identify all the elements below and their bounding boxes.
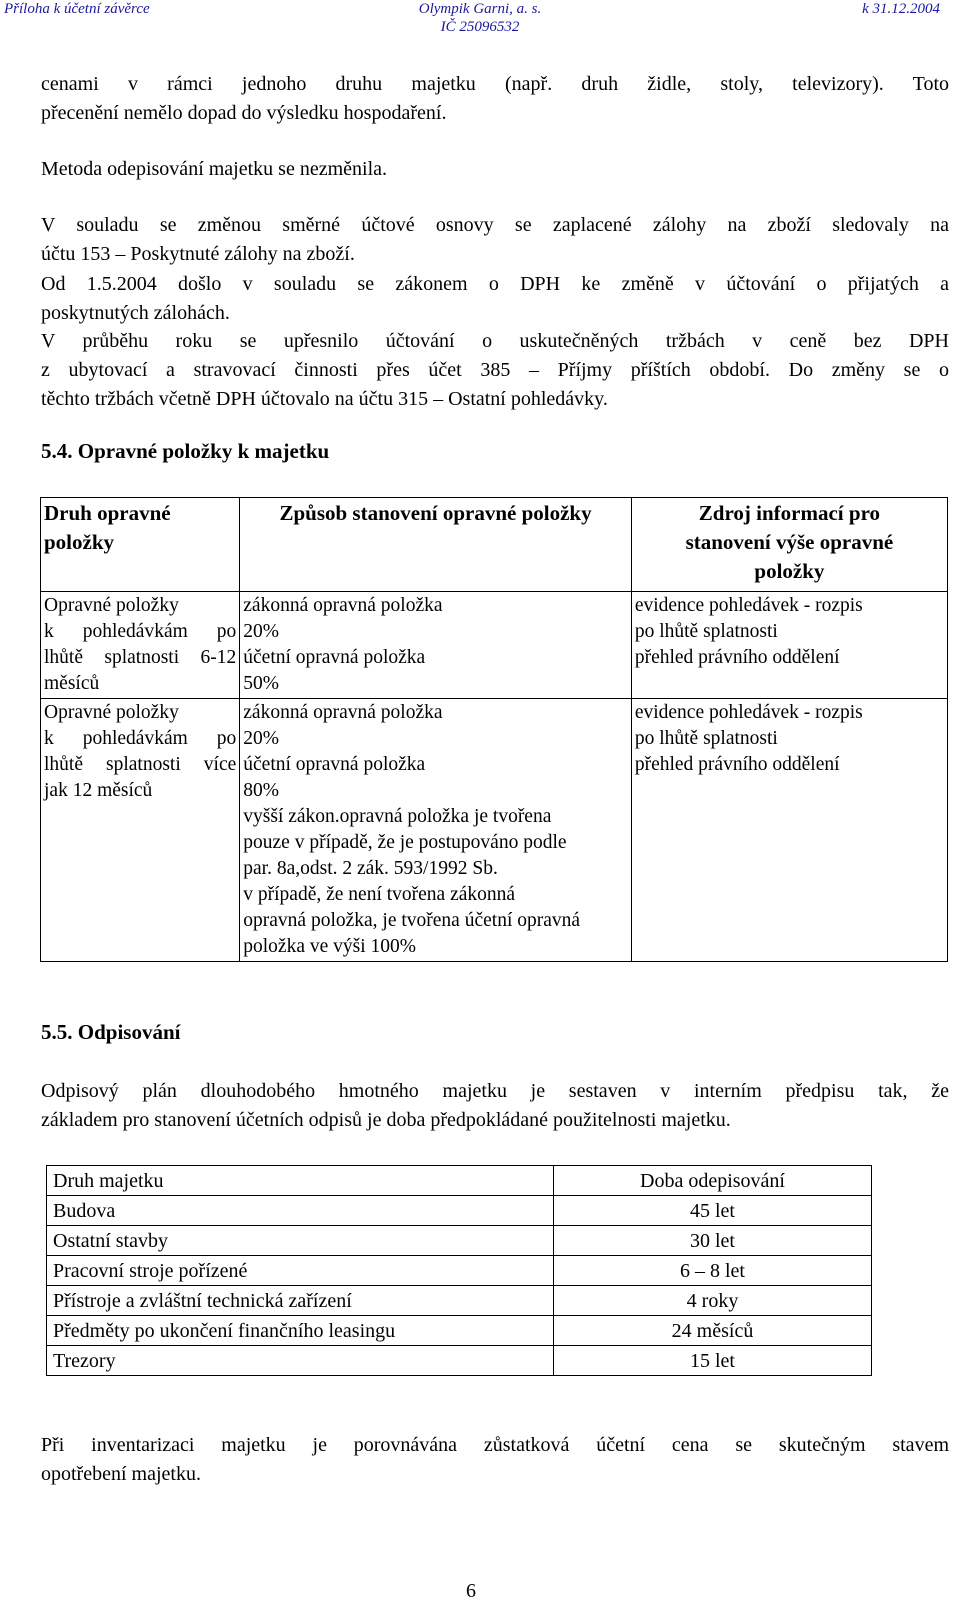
cell-asset-type: Ostatní stavby xyxy=(47,1226,554,1256)
cell-period: 24 měsíců xyxy=(554,1316,872,1346)
column-header-period: Doba odepisování xyxy=(554,1166,872,1196)
cell-line: po lhůtě splatnosti xyxy=(634,621,778,642)
cell-line: položka ve výši 100% xyxy=(243,936,417,957)
table-row xyxy=(41,699,948,962)
paragraph-line: poskytnutých zálohách. xyxy=(41,302,230,324)
paragraph-line: přecenění nemělo dopad do výsledku hospodaření. xyxy=(41,102,447,124)
page-number: 6 xyxy=(466,1580,476,1602)
cell-line: evidence pohledávek - rozpis xyxy=(634,702,863,723)
table-header-row xyxy=(41,498,948,592)
paragraph-line: V souladu se změnou směrné účtové osnovy se zaplacené zálohy na zboží sledovaly na xyxy=(41,214,949,236)
section-heading-5-4: 5.4. Opravné položky k majetku xyxy=(41,439,330,463)
cell-asset-type: Pracovní stroje pořízené xyxy=(47,1256,554,1286)
cell-method xyxy=(240,592,632,699)
column-header-asset-type: Druh majetku xyxy=(47,1166,554,1196)
column-header-type xyxy=(41,498,240,592)
paragraph-line: účtu 153 – Poskytnuté zálohy na zboží. xyxy=(41,243,355,265)
cell-asset-type: Přístroje a zvláštní technická zařízení xyxy=(47,1286,554,1316)
cell-method xyxy=(240,699,632,962)
cell-line: přehled právního oddělení xyxy=(634,754,840,775)
header-line: položky xyxy=(44,530,115,554)
cell-line: lhůtě splatnosti 6-12 xyxy=(44,647,237,668)
cell-source xyxy=(631,592,947,699)
header-left: Příloha k účetní závěrce xyxy=(4,1,150,17)
paragraph-advances xyxy=(41,211,949,269)
column-header-method xyxy=(240,498,632,592)
cell-asset-type: Budova xyxy=(47,1196,554,1226)
cell-line: měsíců xyxy=(44,673,100,694)
header-right: k 31.12.2004 xyxy=(862,1,940,17)
paragraph-vat xyxy=(41,270,949,328)
cell-line: lhůtě splatnosti více xyxy=(44,754,237,775)
paragraph-depreciation-plan xyxy=(41,1077,949,1135)
cell-line: k pohledávkám po xyxy=(44,621,237,642)
table-row xyxy=(47,1286,872,1316)
table-row xyxy=(47,1256,872,1286)
header-center xyxy=(330,0,630,36)
cell-period: 6 – 8 let xyxy=(554,1256,872,1286)
header-line: Druh opravné xyxy=(44,501,171,525)
table-row xyxy=(47,1226,872,1256)
paragraph-revaluation xyxy=(41,70,949,128)
cell-period: 4 roky xyxy=(554,1286,872,1316)
cell-line: účetní opravná položka xyxy=(243,754,426,775)
paragraph-line: V průběhu roku se upřesnilo účtování o uskutečněných tržbách v ceně bez DPH xyxy=(41,330,949,352)
header-line: stanovení výše opravné xyxy=(685,530,894,554)
paragraph-depreciation-method: Metoda odepisování majetku se nezměnila. xyxy=(41,158,388,180)
cell-line: opravná položka, je tvořena účetní opravná xyxy=(243,910,581,931)
cell-period: 15 let xyxy=(554,1346,872,1376)
table-row xyxy=(41,592,948,699)
header-ico: IČ 25096532 xyxy=(440,19,520,35)
paragraph-line: opotřebení majetku. xyxy=(41,1463,201,1485)
allowances-table xyxy=(40,497,948,962)
cell-line: vyšší zákon.opravná položka je tvořena xyxy=(243,806,552,827)
cell-line: po lhůtě splatnosti xyxy=(634,728,778,749)
paragraph-line: Při inventarizaci majetku je porovnávána zůstatková účetní cena se skutečným stavem xyxy=(41,1434,949,1456)
table-row xyxy=(47,1316,872,1346)
table-row xyxy=(47,1346,872,1376)
cell-line: evidence pohledávek - rozpis xyxy=(634,595,863,616)
cell-line: 80% xyxy=(243,780,280,801)
header-line: položky xyxy=(754,559,825,583)
depreciation-table xyxy=(46,1165,872,1376)
paragraph-line: těchto tržbách včetně DPH účtovalo na účtu 315 – Ostatní pohledávky. xyxy=(41,388,608,410)
cell-line: 20% xyxy=(243,728,280,749)
column-header-source xyxy=(631,498,947,592)
header-company: Olympik Garni, a. s. xyxy=(418,1,542,17)
cell-line: účetní opravná položka xyxy=(243,647,426,668)
header-line: Způsob stanovení opravné položky xyxy=(279,501,592,525)
paragraph-revenues xyxy=(41,327,949,414)
cell-line: par. 8a,odst. 2 zák. 593/1992 Sb. xyxy=(243,858,498,879)
cell-line: jak 12 měsíců xyxy=(44,780,153,801)
cell-line: 50% xyxy=(243,673,280,694)
cell-type xyxy=(41,699,240,962)
table-header-row xyxy=(47,1166,872,1196)
cell-line: Opravné položky xyxy=(44,702,179,723)
paragraph-line: základem pro stanovení účetních odpisů je doba předpokládané použitelnosti majetku. xyxy=(41,1109,731,1131)
cell-line: 20% xyxy=(243,621,280,642)
cell-type xyxy=(41,592,240,699)
paragraph-line: cenami v rámci jednoho druhu majetku (např. druh židle, stoly, televizory). Toto xyxy=(41,73,949,95)
paragraph-inventory xyxy=(41,1431,949,1489)
cell-period: 30 let xyxy=(554,1226,872,1256)
cell-line: v případě, že není tvořena zákonná xyxy=(243,884,516,905)
paragraph-line: Odpisový plán dlouhodobého hmotného majetku je sestaven v interním předpisu tak, že xyxy=(41,1080,949,1102)
cell-line: Opravné položky xyxy=(44,595,179,616)
cell-line: pouze v případě, že je postupováno podle xyxy=(243,832,567,853)
paragraph-line: z ubytovací a stravovací činnosti přes účet 385 – Příjmy příštích období. Do změny se o xyxy=(41,359,949,381)
table-row xyxy=(47,1196,872,1226)
header-line: Zdroj informací pro xyxy=(698,501,881,525)
paragraph-line: Od 1.5.2004 došlo v souladu se zákonem o DPH ke změně v účtování o přijatých a xyxy=(41,273,949,295)
section-heading-5-5: 5.5. Odpisování xyxy=(41,1020,181,1044)
cell-period: 45 let xyxy=(554,1196,872,1226)
cell-line: k pohledávkám po xyxy=(44,728,237,749)
cell-asset-type: Předměty po ukončení finančního leasingu xyxy=(47,1316,554,1346)
cell-asset-type: Trezory xyxy=(47,1346,554,1376)
cell-line: přehled právního oddělení xyxy=(634,647,840,668)
cell-line: zákonná opravná položka xyxy=(243,595,443,616)
cell-line: zákonná opravná položka xyxy=(243,702,443,723)
cell-source xyxy=(631,699,947,962)
